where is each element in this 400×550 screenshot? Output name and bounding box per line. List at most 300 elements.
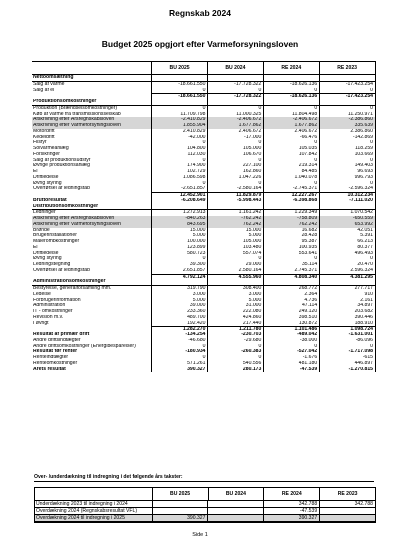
header-label-cell (35, 488, 152, 500)
value-cell (263, 279, 319, 285)
value-cell: -18.626.136 (263, 93, 319, 99)
value-cell: 3.000 (192, 291, 206, 297)
value-cell: -1.270.815 (348, 366, 374, 372)
row-label: Overdækning 2024 (Regnskabsresultat VFL) (36, 508, 138, 514)
value-cell: -1.676 (302, 355, 318, 360)
value-cell: -5.998.443 (236, 197, 262, 203)
value-cell: 11.804.498 (292, 111, 318, 117)
value-cell: -260.383 (241, 349, 262, 355)
value-cell: 11.000.325 (236, 111, 262, 117)
value-cell: 0 (370, 157, 374, 163)
value-cell: 0 (314, 87, 318, 93)
value-cell: 105.000 (242, 146, 262, 151)
column-header: BU 2024 (208, 488, 264, 500)
value-cell: 843.695 (187, 221, 206, 227)
value-cell: 112.030 (187, 151, 206, 157)
value-cell (207, 99, 263, 105)
value-cell: 996.793 (354, 174, 374, 180)
page-footer: Side 1 (192, 532, 208, 538)
value-cell: 0 (258, 105, 262, 111)
value-cell: 4.381.295 (319, 274, 375, 280)
value-cell (319, 204, 375, 210)
row-label: Salg af produktionsudstyr (33, 157, 91, 163)
value-cell: 42.051 (357, 227, 374, 233)
row-label: Overdækning 2024 til indregning i 2025 (35, 515, 152, 521)
row-label: Øvrig styring (33, 256, 62, 262)
value-cell: -2.386.860 (348, 117, 374, 123)
row-label: Produktionsomkostninger (33, 99, 97, 104)
value-cell: -230.703 (241, 332, 262, 337)
value-cell: -17.423.254 (345, 81, 374, 87)
row-label: Brugerinstallationer (33, 233, 77, 239)
value-cell: -47.539 (299, 366, 318, 372)
value-cell: 106.670 (242, 151, 262, 157)
value-cell: 319.790 (187, 286, 206, 291)
value-cell: 2.580.164 (238, 267, 262, 273)
row-label: Resultat før renter (33, 349, 78, 355)
value-cell: 1.855.904 (182, 123, 206, 128)
value-cell: 280.173 (242, 366, 262, 372)
value-cell: 0 (258, 157, 262, 163)
row-label: Målerombkostninger (33, 239, 80, 244)
value-cell: -6.208.649 (181, 197, 206, 203)
row-label: Driftledelse (33, 250, 59, 256)
value-cell (319, 75, 375, 81)
value-cell: -615 (362, 355, 374, 360)
row-label: Produktion (Brændselsomkostninger) (33, 105, 118, 111)
table-row (32, 367, 375, 373)
value-cell: 390.327 (152, 515, 208, 521)
value-cell (152, 279, 208, 285)
coverage-divider (34, 481, 374, 482)
value-cell: 15.000 (189, 227, 206, 233)
value-cell: 2.161 (360, 297, 374, 303)
column-header: RE 2023 (337, 65, 358, 71)
value-cell: 233.360 (187, 309, 206, 314)
value-cell: -46.680 (188, 337, 206, 343)
row-label: Nettoomsætning (33, 75, 74, 80)
value-cell: 2.386.860 (350, 128, 374, 134)
value-cell: -38.000 (299, 337, 318, 343)
value-cell: 192.420 (187, 320, 206, 326)
row-label: Overførsel af ledningstab (33, 267, 90, 273)
column-header: BU 2025 (169, 65, 190, 71)
row-label: Salg af el (33, 87, 55, 93)
value-cell: 47.114 (301, 303, 318, 309)
row-label: Overførsel af ledningstab (33, 186, 90, 192)
row-label: Administration (33, 303, 66, 309)
value-cell: 100.000 (187, 239, 206, 244)
row-label: Ledningstegning (33, 262, 71, 267)
value-cell: 100.935 (298, 244, 318, 250)
value-cell: 12.227.267 (263, 192, 319, 198)
value-cell: 571.261 (187, 360, 206, 366)
value-cell: 390.327 (263, 515, 319, 521)
column-divider (207, 61, 208, 372)
value-cell: 3.000 (248, 291, 262, 297)
value-cell: 0 (258, 87, 262, 93)
value-cell: 5.000 (248, 297, 262, 303)
value-cell: -6.398.868 (292, 197, 318, 203)
value-cell: 390.327 (187, 366, 206, 372)
value-cell: 28.428 (301, 233, 318, 239)
value-cell: 118.259 (354, 146, 374, 151)
value-cell: 2.745.371 (294, 267, 318, 273)
value-cell: 2.651.857 (182, 267, 206, 273)
value-cell: 174.900 (187, 163, 206, 169)
column-divider (375, 61, 376, 372)
value-cell: -18.661.550 (152, 93, 208, 99)
value-cell: 1.086.598 (182, 174, 206, 180)
value-cell (207, 75, 263, 81)
row-label: Renteindtægter (33, 355, 69, 360)
value-cell: -29.680 (244, 337, 262, 343)
value-cell: 66.213 (357, 239, 374, 244)
value-cell: 130.872 (298, 320, 318, 326)
value-cell: 2.410.829 (182, 128, 206, 134)
value-cell: -2.596.324 (348, 186, 374, 192)
column-divider (263, 61, 264, 372)
value-cell: 910 (364, 291, 374, 297)
value-cell: -17.728.322 (234, 81, 262, 87)
value-cell: 1.282.270 (152, 326, 208, 332)
column-header: RE 2024 (263, 488, 319, 500)
value-cell: 4.808.340 (263, 274, 319, 280)
value-cell: -47.539 (263, 508, 319, 514)
row-label: Afskrivning efter Årsregnskabsloven (33, 216, 115, 221)
coverage-title: Over- /underdækning til indregning i det følgende års takster: (34, 474, 183, 480)
value-cell (152, 501, 208, 507)
value-cell: -2.651.857 (181, 186, 206, 192)
value-cell (263, 75, 319, 81)
column-header: BU 2024 (225, 65, 246, 71)
value-cell: 20.470 (357, 262, 374, 267)
value-cell: -86.096 (355, 337, 374, 343)
row-label: Flisfyr (33, 140, 47, 146)
value-cell: 0 (258, 140, 262, 146)
value-cell: -2.580.164 (236, 186, 262, 192)
value-cell (207, 204, 263, 210)
value-cell (319, 99, 375, 105)
value-cell: 80.377 (357, 244, 374, 250)
row-label: Øvrige produktionsanlæg (33, 163, 90, 169)
value-cell: 1.101.486 (263, 326, 319, 332)
value-cell: 342.788 (319, 501, 375, 507)
value-cell: 1.677.862 (294, 123, 318, 128)
value-cell: 0 (202, 157, 206, 163)
value-cell: -840.263 (185, 216, 206, 221)
value-cell: 342.788 (263, 501, 319, 507)
value-cell: 0 (314, 256, 318, 262)
row-label: Ledninger (33, 210, 56, 216)
value-cell: 29.000 (245, 262, 262, 267)
value-cell: 0 (202, 105, 206, 111)
value-cell: 11.709.798 (180, 111, 206, 117)
row-label: I øvrigt (33, 320, 49, 326)
value-cell: 10.312.234 (319, 192, 375, 198)
value-cell: 0 (370, 87, 374, 93)
row-label: Bestyrelse, generalforsamling mm. (33, 286, 112, 291)
value-cell: 105.035 (298, 146, 318, 151)
value-cell: 335.639 (354, 123, 374, 128)
value-cell: 0 (202, 87, 206, 93)
value-cell: 0 (314, 157, 318, 163)
value-cell: -1.717.098 (348, 349, 374, 355)
value-cell: 0 (314, 343, 318, 349)
value-cell: 0 (258, 343, 262, 349)
value-cell: 0 (314, 105, 318, 111)
value-cell (207, 515, 263, 521)
table-row (32, 99, 375, 106)
value-cell: 398.510 (298, 314, 318, 320)
value-cell: 1.161.242 (238, 210, 262, 216)
value-cell: 308.400 (242, 286, 262, 291)
value-cell: 34.897 (357, 303, 374, 309)
row-label: Afskrivning efter Varmeforsyningsloven (33, 123, 121, 128)
value-cell: 0 (202, 180, 206, 186)
row-label: Forbrugerinformation (33, 297, 81, 303)
row-label: Resultat af primær drift (33, 332, 90, 337)
value-cell: -2.406.672 (236, 117, 262, 123)
coverage-table (34, 487, 376, 523)
value-cell: 39.000 (189, 303, 206, 309)
row-label: Motordrift (33, 128, 55, 134)
value-cell: 540.556 (242, 360, 262, 366)
budget-rows (32, 75, 375, 372)
value-cell: 5.000 (248, 233, 262, 239)
value-cell (152, 75, 208, 81)
value-cell: -2.406.672 (292, 117, 318, 123)
value-cell: 2.406.672 (238, 128, 262, 134)
value-cell: 268.772 (298, 286, 318, 291)
row-label: Køb af varme fra transmissionsselskab (33, 111, 121, 117)
row-label: Renteomkostninger (33, 360, 78, 366)
value-cell (207, 508, 263, 514)
coverage-rows (35, 501, 375, 522)
value-cell: 1.211.780 (207, 326, 263, 332)
row-label: Kedeldrift (33, 134, 55, 140)
value-cell: 188.910 (354, 320, 374, 326)
value-cell: 0 (202, 140, 206, 146)
row-label: El (33, 169, 38, 174)
value-cell: 446.897 (354, 360, 374, 366)
value-cell: 12.452.901 (152, 192, 208, 198)
value-cell: -1.631.001 (348, 332, 374, 337)
value-cell: 553.641 (298, 250, 318, 256)
table-row (32, 279, 375, 286)
value-cell: 0 (258, 256, 262, 262)
value-cell: 1.070.542 (350, 210, 374, 216)
value-cell: 2.364 (304, 291, 318, 297)
value-cell: 1.040.078 (294, 174, 318, 180)
value-cell: 0 (314, 180, 318, 186)
value-cell: -489.042 (297, 332, 318, 337)
value-cell: 123.899 (187, 244, 206, 250)
value-cell: 102.729 (187, 169, 206, 174)
value-cell: 5.000 (192, 233, 206, 239)
row-label: Afskrivning efter Årsregnskabsloven (33, 117, 115, 123)
value-cell (319, 279, 375, 285)
value-cell: 1.229.349 (294, 210, 318, 216)
value-cell: 4.736 (304, 297, 318, 303)
value-cell: 0 (202, 343, 206, 349)
value-cell: 249.120 (298, 309, 318, 314)
row-label: Andre driftsindtægter (33, 337, 81, 343)
table-row (32, 75, 375, 82)
value-cell: 0 (370, 343, 374, 349)
value-cell: 31.000 (245, 303, 262, 309)
value-cell: 5.391 (360, 233, 374, 239)
value-cell: 762.242 (298, 221, 318, 227)
value-cell: 15.000 (245, 227, 262, 233)
document-title: Budget 2025 opgjort efter Varmeforsyningsloven (101, 39, 299, 49)
value-cell: -18.626.136 (289, 81, 318, 87)
row-label: Underdækning 2023 til indregning i 2024 (36, 501, 128, 507)
value-cell: -17.423.254 (319, 93, 375, 99)
value-cell: 105.000 (242, 239, 262, 244)
value-cell: 496.493 (354, 250, 374, 256)
budget-table (32, 61, 375, 372)
row-label: Andre driftsomkostninger (Energibesparelser) (33, 343, 136, 349)
row-label: IT - omkostninger (33, 309, 73, 314)
value-cell (152, 99, 208, 105)
row-label: El (33, 244, 38, 250)
value-cell: 762.242 (242, 221, 262, 227)
column-header: BU 2025 (152, 488, 208, 500)
value-cell: 217.440 (242, 320, 262, 326)
value-cell: -650.559 (352, 216, 374, 221)
coverage-table-header (35, 488, 375, 501)
value-cell: -66.476 (299, 134, 318, 140)
value-cell: 277.717 (354, 286, 374, 291)
row-label: Afskrivning efter Varmeforsyningsloven (33, 221, 121, 227)
value-cell: 1.098.724 (319, 326, 375, 332)
value-cell: 489.700 (187, 314, 206, 320)
value-cell: 103.669 (354, 151, 374, 157)
value-cell: 557.074 (242, 250, 262, 256)
value-cell (152, 204, 208, 210)
value-cell: 4.555.960 (207, 274, 263, 280)
value-cell: 1.677.862 (238, 123, 262, 128)
value-cell: -134.254 (185, 332, 206, 337)
value-cell: -758.809 (297, 216, 318, 221)
value-cell: 107.842 (298, 151, 318, 157)
value-cell: -762.242 (241, 216, 262, 221)
value-cell: 219.314 (298, 163, 318, 169)
value-cell: 0 (202, 355, 206, 360)
value-cell: 2.406.672 (294, 128, 318, 134)
row-label: Distributionsomkostninger (33, 203, 99, 209)
value-cell: 11.829.879 (207, 192, 263, 198)
value-cell: 0 (370, 256, 374, 262)
value-cell: -7.111.020 (349, 197, 374, 203)
value-cell: 0 (370, 105, 374, 111)
value-cell: -18.661.550 (178, 81, 206, 87)
column-header: RE 2023 (319, 488, 375, 500)
value-cell: 11.250.971 (347, 111, 374, 117)
value-cell: 1.272.913 (182, 210, 206, 216)
value-cell (152, 508, 208, 514)
value-cell: 162.860 (242, 169, 262, 174)
value-cell: 0 (370, 140, 374, 146)
value-cell: 0 (202, 256, 206, 262)
report-top-title: Regnskab 2024 (169, 8, 231, 18)
table-row (35, 508, 375, 515)
value-cell: 0 (370, 180, 374, 186)
row-label: Bruttoresultat (33, 197, 67, 203)
value-cell: 580.723 (187, 250, 206, 256)
value-cell (319, 515, 375, 521)
value-cell: 222.080 (242, 309, 262, 314)
value-cell: 653.992 (354, 221, 374, 227)
value-cell: -142.869 (352, 134, 374, 140)
value-cell (207, 501, 263, 507)
row-label: Årets resultat (33, 366, 66, 372)
value-cell: 424.860 (242, 314, 262, 320)
row-label: Ledelse (33, 291, 51, 297)
value-cell (207, 279, 263, 285)
row-label: Administrationsomkostninger (33, 279, 106, 285)
value-cell: 103.480 (242, 244, 262, 250)
value-cell: 95.387 (301, 239, 318, 244)
value-cell: 39.300 (189, 262, 206, 267)
value-cell: 1.047.226 (238, 174, 262, 180)
row-label: Forsikringer (33, 151, 60, 157)
value-cell (319, 508, 375, 514)
budget-table-header (32, 61, 375, 75)
row-label: Revision m.v. (33, 314, 64, 320)
value-cell: -180.934 (185, 349, 206, 355)
value-cell: 0 (258, 355, 262, 360)
value-cell: -2.410.829 (181, 117, 206, 123)
value-cell: 104.800 (187, 146, 206, 151)
value-cell: -527.042 (297, 349, 318, 355)
row-label: Øvrig styring (33, 180, 62, 186)
value-cell: 481.180 (298, 360, 318, 366)
value-cell: 2.596.324 (350, 267, 374, 273)
value-cell: 35.114 (301, 262, 318, 267)
column-divider (319, 61, 320, 372)
value-cell: 16.682 (301, 227, 318, 233)
value-cell: -42.000 (188, 134, 206, 140)
value-cell: 0 (314, 140, 318, 146)
value-cell (263, 204, 319, 210)
value-cell: 390.446 (354, 314, 374, 320)
value-cell: -17.728.322 (207, 93, 263, 99)
row-label: Salg af varme (33, 81, 65, 87)
table-row (35, 515, 375, 522)
value-cell (263, 99, 319, 105)
value-cell: 4.792.124 (152, 274, 208, 280)
value-cell: -2.745.371 (292, 186, 318, 192)
value-cell: 5.000 (192, 297, 206, 303)
value-cell: 149.403 (354, 163, 374, 169)
value-cell: 203.682 (354, 309, 374, 314)
table-row (32, 204, 375, 211)
value-cell: 96.693 (357, 169, 374, 174)
row-label: Solvarmeanlæg (33, 146, 69, 151)
column-divider (151, 61, 152, 372)
value-cell: 227.100 (242, 163, 262, 169)
header-label-cell (32, 62, 152, 74)
value-cell: 0 (258, 180, 262, 186)
row-label: Brønde (33, 227, 50, 233)
column-header: RE 2024 (281, 65, 302, 71)
value-cell: -17.000 (244, 134, 262, 140)
value-cell: 84.485 (301, 169, 318, 174)
row-label: Driftledelse (33, 174, 59, 180)
table-row (35, 501, 375, 508)
